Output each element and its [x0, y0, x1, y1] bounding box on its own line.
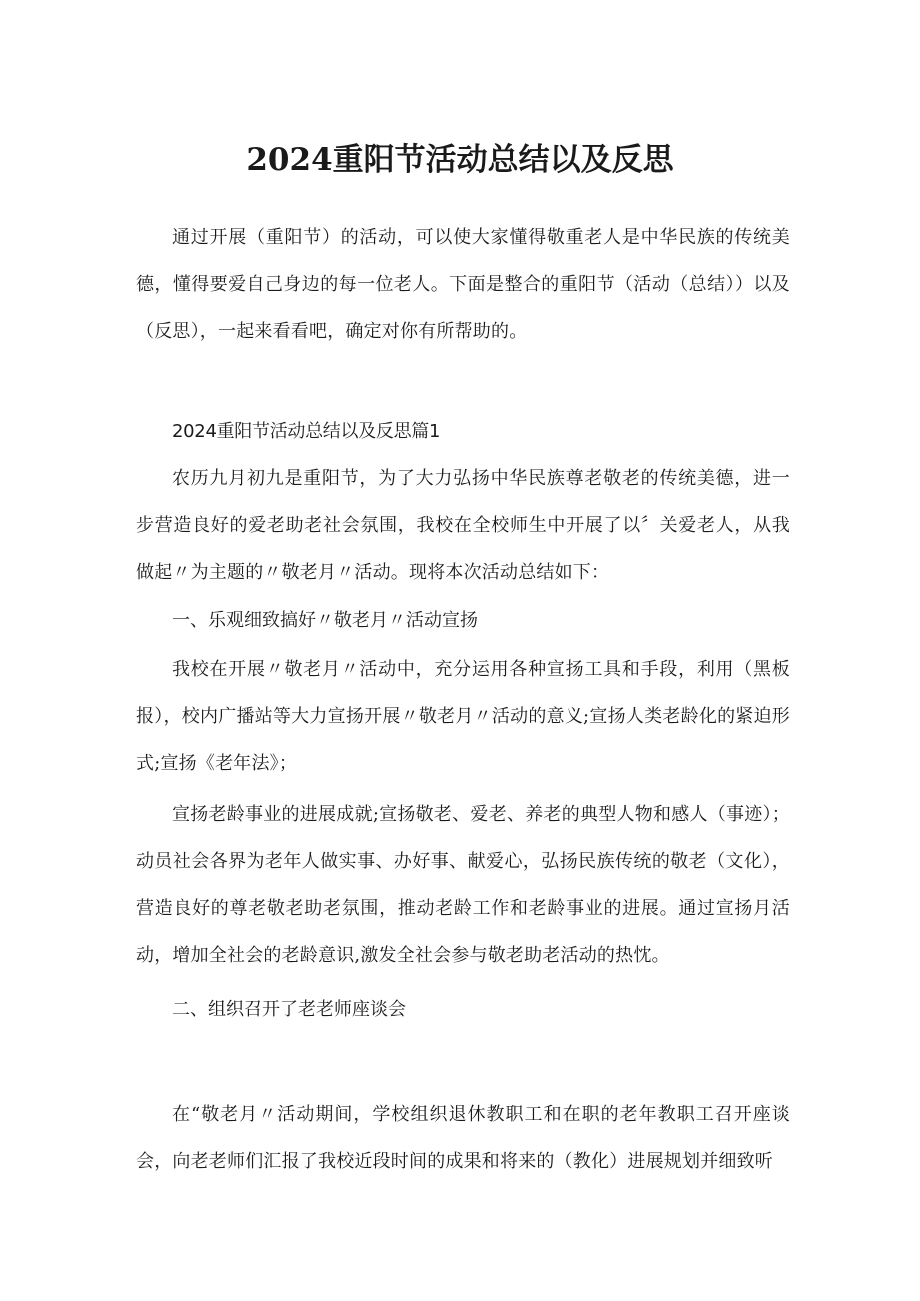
subheading-2: 二、组织召开了老老师座谈会 [172, 999, 406, 1020]
body-paragraph-4: 在“敬老月〃活动期间，学校组织退休教职工和在职的老年教职工召开座谈会，向老老师们汇报了我校近段时间的成果和将来的（教化）进展规划并细致听 [136, 1104, 790, 1172]
section-title: 2024重阳节活动总结以及反思篇1 [172, 421, 441, 442]
body-paragraph-1: 农历九月初九是重阳节，为了大力弘扬中华民族尊老敬老的传统美德，进一步营造良好的爱老助老社会氛围，我校在全校师生中开展了以〞关爱老人，从我做起〃为主题的〃敬老月〃活动。现将本次活动总结如下： [136, 468, 790, 583]
body-paragraph-3: 宣扬老龄事业的进展成就;宣扬敬老、爱老、养老的典型人物和感人（事迹）；动员社会各界为老年人做实事、办好事、献爱心，弘扬民族传统的敬老（文化），营造良好的尊老敬老助老氛围，推动老龄工作和老龄事业的进展。通过宣扬月活动，增加全社会的老龄意识,激发全社会参与敬老助老活动的热忱。 [136, 804, 790, 966]
body-paragraph-2: 我校在开展〃敬老月〃活动中，充分运用各种宣扬工具和手段，利用（黑板报），校内广播站等大力宣扬开展〃敬老月〃活动的意义;宣扬人类老龄化的紧迫形式;宣扬《老年法》； [136, 659, 790, 774]
subheading-1: 一、乐观细致搞好〃敬老月〃活动宣扬 [172, 610, 478, 631]
document-title: 2024重阳节活动总结以及反思 [246, 142, 674, 178]
intro-paragraph: 通过开展（重阳节）的活动，可以使大家懂得敬重老人是中华民族的传统美德，懂得要爱自己身边的每一位老人。下面是整合的重阳节（活动（总结））以及（反思），一起来看看吧，确定对你有所帮助的。 [136, 227, 790, 342]
